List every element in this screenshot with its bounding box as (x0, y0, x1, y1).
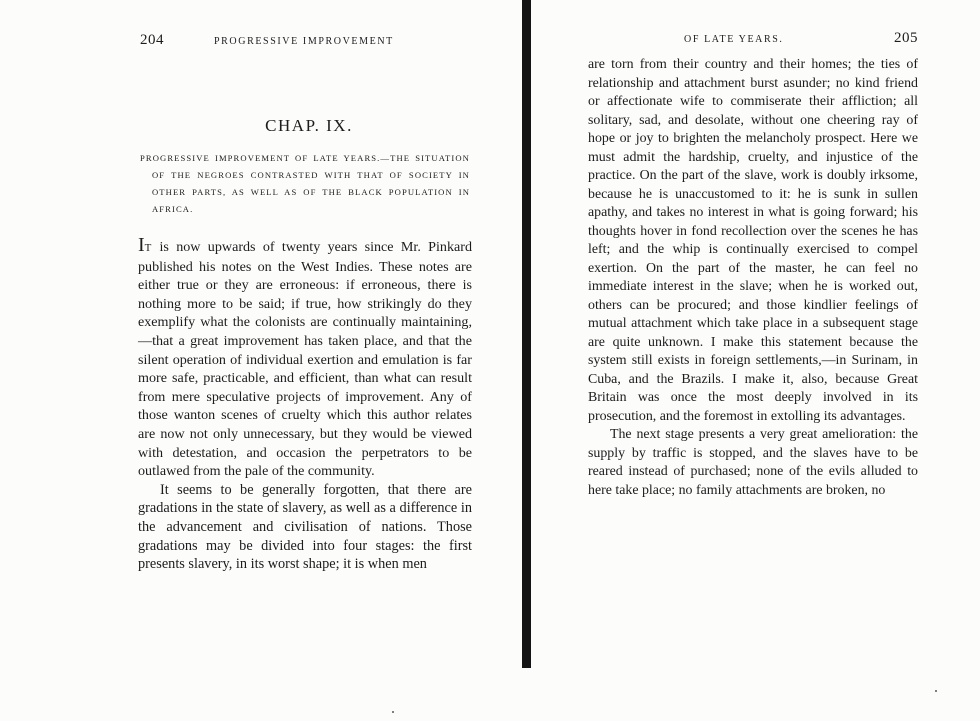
right-page-number: 205 (894, 30, 918, 46)
left-running-head (138, 32, 472, 52)
left-page (138, 32, 472, 574)
right-paragraph-1: are torn from their country and their homes; the ties of relationship and attachment burst asunder; no kind friend or affectionate wife to commiserate their affliction; all solitary, sad, and desolate, without one cheering ray of hope or joy to brighten the melancholy prospect. Here we must admit the hardship, cruelty, and injustice of the practice. On the part of the slave, work is doubly irksome, because he is unaccustomed to it: he is sunk in sullen apathy, and takes no interest in what is going forward; his thoughts hover in fond recollection over the scenes he has left; and the whip is continually exercised to compel exertion. On the part of the master, he can feel no immediate interest in the slave; when he is worked out, others can be procured; and those kindlier feelings of mutual attachment which take place in a subsequent stage are quite unknown. I make this statement because the system still exists in foreign settlements,—in Surinam, in Cuba, and the Brazils. I make it, also, because Great Britain was once the most deeply involved in its prosecution, and the foremost in extolling its advantages. (588, 57, 918, 424)
right-running-title: OF LATE YEARS. (684, 34, 784, 45)
drop-cap: I (138, 234, 145, 256)
book-gutter (522, 0, 531, 668)
chapter-title: CHAP. IX. (265, 116, 353, 135)
chapter-summary: PROGRESSIVE IMPROVEMENT OF LATE YEARS.—THE SITUATION OF THE NEGROES CONTRASTED WITH THAT OF SOCIETY IN OTHER PARTS, AS WELL AS OF THE BLACK POPULATION IN AFRICA. (140, 153, 470, 214)
left-page-number: 204 (140, 32, 164, 48)
left-paragraph-2: It seems to be generally forgotten, that there are gradations in the state of slavery, as well as a difference in the advancement and civilisation of nations. Those gradations may be divided into four stages: the first presents slavery, in its worst shape; it is when men (138, 481, 472, 573)
right-page (588, 30, 918, 500)
paper-speck (392, 711, 394, 713)
left-running-title: PROGRESSIVE IMPROVEMENT (214, 36, 394, 47)
small-cap-letter: T (144, 242, 153, 254)
left-paragraph-1-text: is now upwards of twenty years since Mr. Pinkard published his notes on the West Indies. These notes are either true or they are erroneous: if erroneous, there is nothing more to be said; if true, how strikingly do they exemplify what the colonists are continually maintaining,—that a great improvement has taken place, and that the silent operation of individual exertion and emulation is far more safe, practicable, and efficient, than what can result from mere speculative projects of improvement. Any of those wanton scenes of cruelty which this author relates are now not only unnecessary, but they would be viewed with detestation, and occasion the perpetrators to be outlawed from the pale of the community. (138, 239, 472, 480)
right-paragraph-2: The next stage presents a very great amelioration: the supply by traffic is stopped, and the slaves have to be reared instead of purchased; none of the evils alluded to here take place; no family attachments are broken, no (588, 427, 918, 498)
right-running-head (588, 30, 918, 50)
paper-speck (935, 690, 937, 692)
left-paragraph-1 (138, 236, 472, 481)
